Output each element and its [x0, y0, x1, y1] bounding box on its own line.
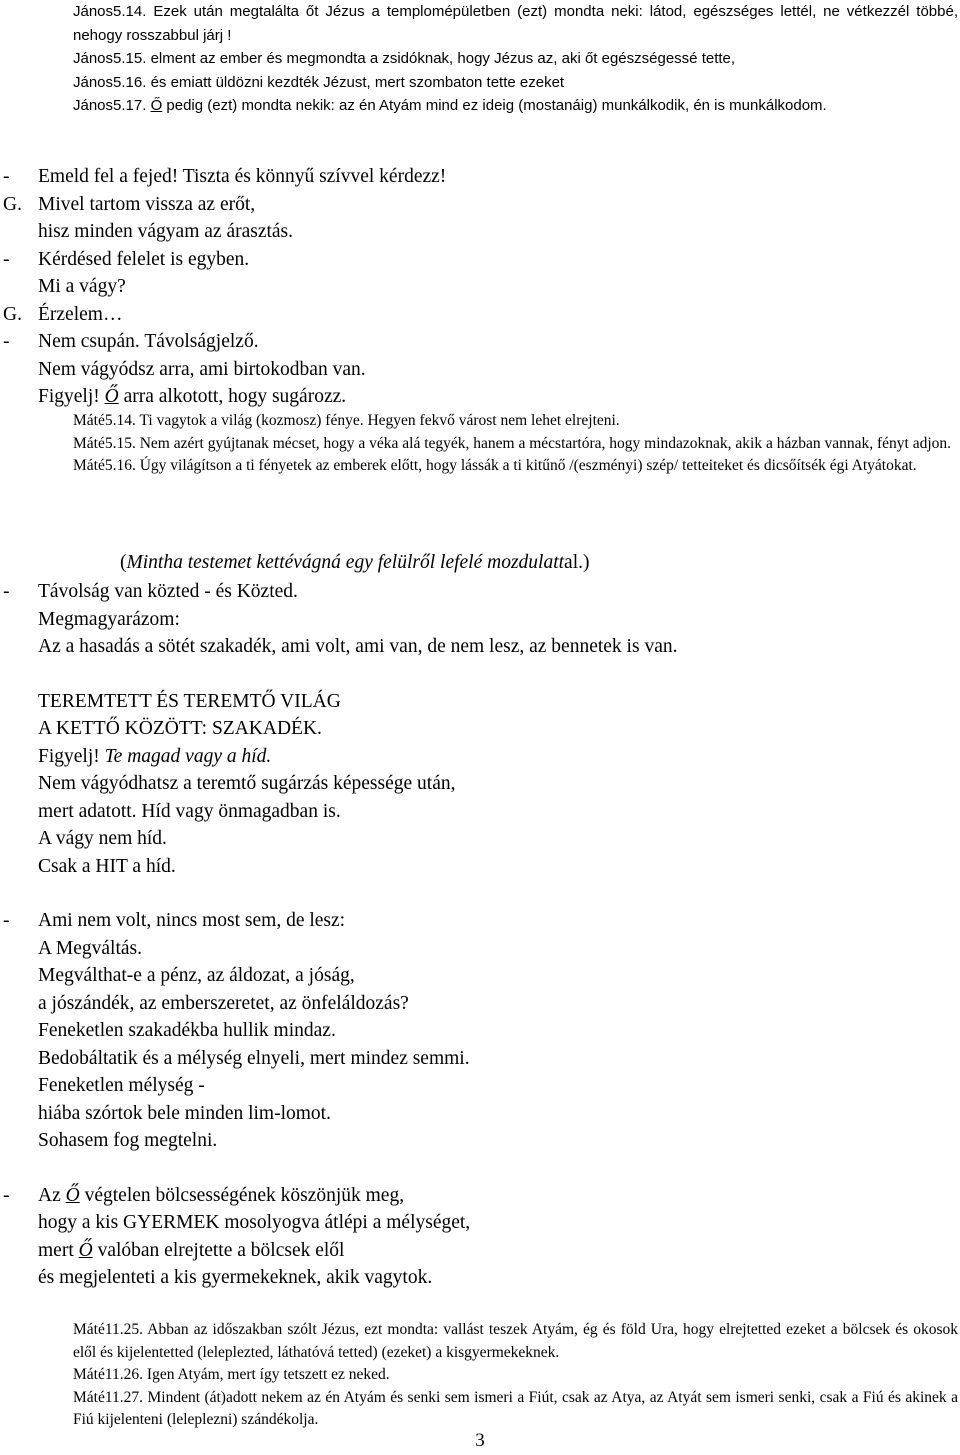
dialogue-line — [0, 990, 960, 1018]
line-text: Feneketlen mélység - — [38, 1075, 205, 1096]
line-text: A KETTŐ KÖZÖTT: SZAKADÉK. — [38, 718, 322, 739]
verse-text: pedig (ezt) mondta nekik: az én Atyám mind ez ideig (mostanáig) munkálkodik, én is munkálkodom. — [162, 97, 827, 114]
line-text: hogy a kis GYERMEK mosolyogva átlépi a mélységet, — [38, 1212, 471, 1233]
line-text: Sohasem fog megtelni. — [38, 1130, 218, 1151]
line-text: Feneketlen szakadékba hullik mindaz. — [38, 1020, 336, 1041]
spacer — [0, 880, 960, 907]
line-marker: - — [3, 1184, 10, 1206]
dialogue-line — [0, 1264, 960, 1292]
dialogue-line — [0, 578, 960, 606]
dialogue-line — [0, 1209, 960, 1237]
line-text: Nem csupán. Távolságjelző. — [38, 331, 259, 352]
spacer — [0, 661, 960, 688]
heading-line — [0, 715, 960, 743]
verse-matthew-5-15 — [73, 433, 958, 456]
verse-john-5-15 — [73, 47, 958, 71]
verse-text: Igen Atyám, mert így tetszett ez neked. — [146, 1366, 390, 1383]
verse-john-5-16 — [73, 71, 958, 95]
line-text: Nem vágyódsz arra, ami birtokodban van. — [38, 358, 366, 380]
verse-ref: Máté5.14. — [73, 412, 136, 429]
verse-john-5-17 — [73, 94, 958, 118]
line-text: Az a hasadás a sötét szakadék, ami volt, ami van, de nem lesz, az bennetek is van. — [38, 636, 678, 657]
line-text: Bedobáltatik és a mélység elnyeli, mert mindez semmi. — [38, 1047, 470, 1069]
line-text: és megjelenteti a kis gyermekeknek, akik vagytok. — [38, 1267, 433, 1288]
paren-open: ( — [120, 552, 127, 573]
dialogue-line — [0, 935, 960, 963]
line-text: TEREMTETT ÉS TEREMTŐ VILÁG — [38, 690, 341, 712]
spacer — [0, 1155, 960, 1182]
verse-matthew-11-26 — [73, 1364, 958, 1387]
dialogue-line — [0, 743, 960, 771]
line-text — [38, 1182, 404, 1210]
dialogue-line — [0, 825, 960, 853]
verse-matthew-5-14 — [73, 410, 958, 433]
line-text — [38, 383, 346, 411]
line-text — [38, 1237, 344, 1265]
dialogue-line — [0, 328, 960, 356]
line-text: Mivel tartom vissza az erőt, — [38, 193, 256, 215]
dialogue-line — [0, 1072, 960, 1100]
verse-text: Ti vagytok a világ (kozmosz) fénye. Hegyen fekvő várost nem lehet elrejteni. — [139, 412, 620, 429]
verses-matthew5 — [73, 410, 958, 478]
stage-direction — [120, 552, 590, 574]
text-suffix: valóban elrejtette a bölcsek elől — [92, 1239, 345, 1261]
verse-ref: Máté11.26. — [73, 1366, 144, 1383]
emphasized-text: Te magad vagy a híd. — [104, 745, 272, 767]
emphasized-pronoun: Ő — [78, 1239, 93, 1261]
verse-text: Ezek után megtalálta őt Jézus a templomépületben (ezt) mondta neki: látod, egészséges lettél, ne vétkezzél többé, nehogy rosszabbul járj ! — [73, 3, 958, 44]
line-text: Érzelem… — [38, 303, 123, 325]
figyelj-prefix: Figyelj! — [38, 386, 105, 407]
verse-ref: János5.15. — [73, 50, 147, 67]
dialogue-block — [0, 163, 960, 411]
text-prefix: mert — [38, 1239, 79, 1261]
dialogue-line — [0, 1045, 960, 1073]
line-text: Nem vágyódhatsz a teremtő sugárzás képessége után, — [38, 773, 456, 794]
line-text: Mi a vágy? — [38, 276, 126, 297]
verse-matthew-11-25 — [73, 1319, 958, 1364]
verse-ref: Máté5.16. — [73, 457, 136, 474]
verse-text: Nem azért gyújtanak mécset, hogy a véka alá tegyék, hanem a mécstartóra, hogy mindazoknak, akik a házban vannak, fényt adjon. — [139, 434, 952, 452]
figyelj-suffix: arra alkotott, hogy sugározz. — [118, 386, 347, 407]
line-text: Ami nem volt, nincs most sem, de lesz: — [38, 910, 346, 931]
text-prefix: Az — [38, 1184, 66, 1206]
verses-matthew11 — [73, 1319, 958, 1432]
dialogue-line — [0, 1017, 960, 1045]
line-text — [38, 743, 271, 771]
dialogue-line — [0, 246, 960, 274]
line-marker: G. — [3, 303, 22, 325]
dialogue-line — [0, 798, 960, 826]
figyelj-prefix: Figyelj! — [38, 745, 105, 767]
line-text: Emeld fel a fejed! Tiszta és könnyű szívvel kérdezz! — [38, 166, 447, 187]
line-text: a jószándék, az emberszeretet, az önfeláldozás? — [38, 992, 409, 1014]
line-marker: G. — [3, 193, 22, 215]
line-marker: - — [3, 910, 10, 931]
line-text: Kérdésed felelet is egyben. — [38, 248, 250, 270]
emphasized-pronoun: Ő — [104, 386, 119, 407]
paren-close: al.) — [564, 552, 590, 573]
line-text: Csak a HIT a híd. — [38, 855, 176, 877]
dialogue-line — [0, 163, 960, 191]
main-block — [0, 578, 960, 1292]
text-suffix: végtelen bölcsességének köszönjük meg, — [79, 1184, 405, 1206]
line-text: mert adatott. Híd vagy önmagadban is. — [38, 800, 341, 822]
dialogue-line — [0, 853, 960, 881]
dialogue-line — [0, 606, 960, 634]
dialogue-line — [0, 907, 960, 935]
dialogue-line — [0, 191, 960, 219]
dialogue-line — [0, 1127, 960, 1155]
dialogue-line — [0, 770, 960, 798]
verse-text: elment az ember és megmondta a zsidóknak, hogy Jézus az, aki őt egészségessé tette, — [150, 50, 736, 67]
line-text: hisz minden vágyam az árasztás. — [38, 221, 294, 242]
verse-john-5-14 — [73, 0, 958, 47]
line-marker: - — [3, 331, 10, 352]
dialogue-line — [0, 273, 960, 301]
verse-matthew-11-27 — [73, 1387, 958, 1432]
verse-underlined-word: Ő — [150, 97, 163, 114]
line-marker: - — [3, 581, 10, 602]
stage-direction-italic: Mintha testemet kettévágná egy felülről lefelé mozdulatt — [126, 552, 565, 573]
dialogue-line — [0, 1237, 960, 1265]
line-marker: - — [3, 248, 10, 270]
dialogue-line — [0, 356, 960, 384]
verse-text: és emiatt üldözni kezdték Jézust, mert szombaton tette ezeket — [150, 73, 565, 91]
verse-ref: Máté11.25. — [73, 1321, 144, 1338]
verse-text: Mindent (át)adott nekem az én Atyám és senki sem ismeri a Fiút, csak az Atya, az Atyát sem ismeri senki, csak a Fiú és akinek a Fiú kijelenteni (leleplezni) szándékolja. — [73, 1388, 959, 1428]
verse-ref: János5.14. — [73, 3, 147, 20]
dialogue-line — [0, 1100, 960, 1128]
dialogue-line — [0, 383, 960, 411]
dialogue-line — [0, 218, 960, 246]
line-text: hiába szórtok bele minden lim-lomot. — [38, 1102, 331, 1124]
verse-matthew-5-16 — [73, 455, 958, 478]
line-text: Távolság van közted - és Közted. — [38, 581, 298, 602]
verse-ref: János5.16. — [73, 73, 147, 91]
verse-text: Abban az időszakban szólt Jézus, ezt mondta: vallást teszek Atyám, ég és föld Ura, hogy elrejtetted ezeket a bölcsek és okosok elől és kijelentetted (leleplezted, láthatóvá tetted) (ezeket) a kisgyermekeknek. — [73, 1321, 958, 1361]
line-text: A Megváltás. — [38, 937, 142, 959]
verse-ref: Máté11.27. — [73, 1388, 144, 1406]
line-text: Megválthat-e a pénz, az áldozat, a jóság, — [38, 965, 355, 986]
heading-line — [0, 688, 960, 716]
page-number: 3 — [475, 1430, 485, 1451]
emphasized-pronoun: Ő — [65, 1184, 80, 1206]
line-text: A vágy nem híd. — [38, 828, 167, 849]
dialogue-line — [0, 1182, 960, 1210]
verse-ref: János5.17. — [73, 97, 147, 114]
line-text: Megmagyarázom: — [38, 608, 180, 630]
dialogue-line — [0, 301, 960, 329]
verse-ref: Máté5.15. — [73, 434, 136, 452]
line-marker: - — [3, 166, 10, 187]
verse-text: Úgy világítson a ti fényetek az emberek előtt, hogy lássák a ti kitűnő /(eszményi) szép/ tetteiteket és dicsőítsék égi Atyátokat. — [139, 457, 917, 474]
dialogue-line — [0, 962, 960, 990]
verses-john5 — [73, 0, 958, 118]
dialogue-line — [0, 633, 960, 661]
